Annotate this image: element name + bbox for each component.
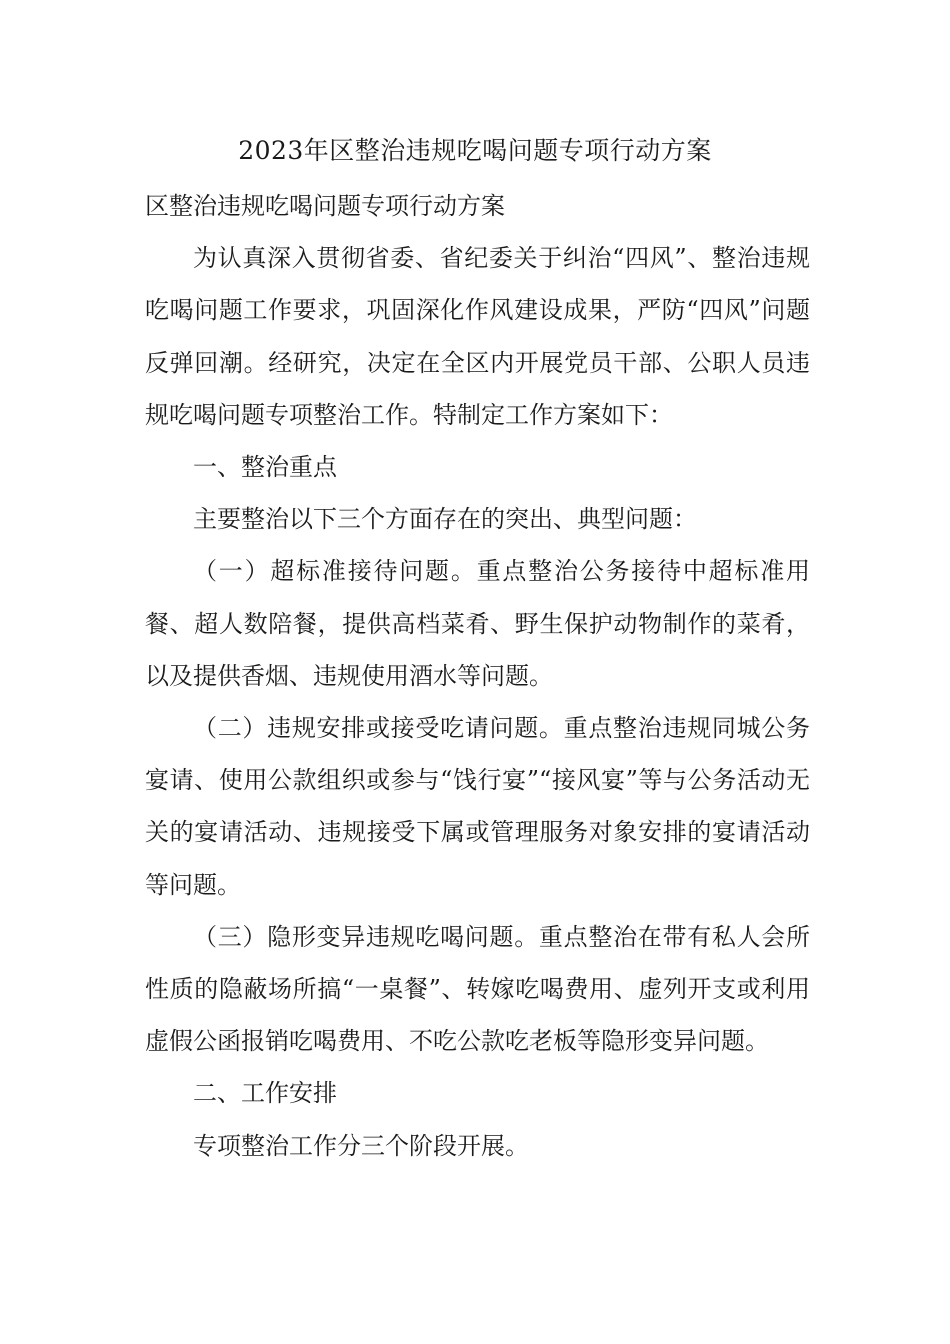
paragraph-item-3: （三）隐形变异违规吃喝问题。重点整治在带有私人会所性质的隐蔽场所搞“一桌餐”、转嫁吃喝费用、虚列开支或利用虚假公函报销吃喝费用、不吃公款吃老板等隐形变异问题。	[145, 922, 810, 1056]
document-title: 2023年区整治违规吃喝问题专项行动方案	[238, 136, 712, 165]
paragraph-intro: 为认真深入贯彻省委、省纪委关于纠治“四风”、整治违规吃喝问题工作要求，巩固深化作风建设成果，严防“四风”问题反弹回潮。经研究，决定在全区内开展党员干部、公职人员违规吃喝问题专项整治工作。特制定工作方案如下：	[145, 244, 810, 429]
paragraph-arrangement-summary: 专项整治工作分三个阶段开展。	[193, 1131, 529, 1160]
document-subtitle: 区整治违规吃喝问题专项行动方案	[145, 192, 505, 220]
section-heading-focus: 一、整治重点	[193, 453, 337, 482]
document-body	[145, 180, 810, 1172]
paragraph-item-2: （二）违规安排或接受吃请问题。重点整治违规同城公务宴请、使用公款组织或参与“饯行宴”“接风宴”等与公务活动无关的宴请活动、违规接受下属或管理服务对象安排的宴请活动等问题。	[145, 714, 810, 899]
section-heading-arrangement: 二、工作安排	[193, 1079, 337, 1108]
paragraph-item-1: （一）超标准接待问题。重点整治公务接待中超标准用餐、超人数陪餐，提供高档菜肴、野生保护动物制作的菜肴，以及提供香烟、违规使用酒水等问题。	[145, 557, 810, 690]
paragraph-focus-summary: 主要整治以下三个方面存在的突出、典型问题：	[193, 505, 697, 534]
